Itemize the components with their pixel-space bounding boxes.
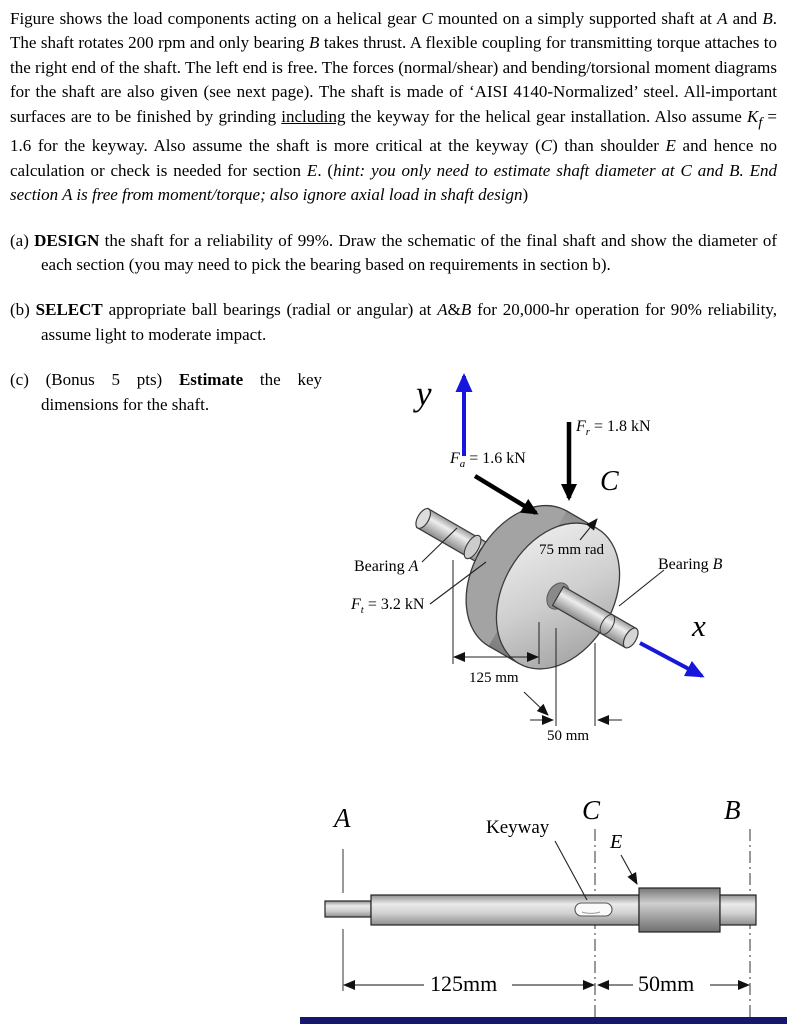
gear-load-figure bbox=[318, 356, 730, 758]
shoulder-e-arrow bbox=[621, 855, 637, 884]
keyway-slot bbox=[575, 903, 612, 916]
shaft-left-stub bbox=[325, 901, 371, 917]
gear-radius-label: 75 mm rad bbox=[539, 542, 604, 558]
section-e-label: E bbox=[610, 831, 623, 853]
keyway-leader-line bbox=[555, 841, 587, 900]
force-fa-arrow bbox=[475, 476, 536, 513]
part-c-text: (c) (Bonus 5 pts) Estimate the key dimensions for the shaft. bbox=[10, 370, 322, 414]
shaft-right-end bbox=[720, 895, 756, 925]
section-b-label: B bbox=[724, 795, 741, 825]
shaft-gear-seat bbox=[639, 888, 720, 932]
dim-50mm-label: 50 mm bbox=[547, 728, 590, 744]
schematic-dim-125mm-label: 125mm bbox=[430, 971, 498, 996]
section-a-label: A bbox=[334, 803, 351, 833]
force-fr-label: $F_r = 1.8$ kN bbox=[576, 418, 651, 439]
point-c-label: C bbox=[600, 466, 619, 497]
part-a-text: (a) DESIGN the shaft for a reliability of 99%. Draw the schematic of the final shaft and show the diameter of each section (you may need to pick the bearing based on requirements in section b). bbox=[10, 230, 777, 275]
y-axis-label: y bbox=[416, 374, 432, 413]
page-bottom-band bbox=[300, 1017, 787, 1024]
dim-125mm-label: 125 mm bbox=[469, 670, 519, 686]
force-ft-label: $F_t = 3.2$ kN bbox=[351, 596, 425, 617]
keyway-label: Keyway bbox=[486, 817, 550, 838]
force-fa-label: $F_a = 1.6$ kN bbox=[450, 450, 526, 471]
bearing-b-label: Bearing B bbox=[658, 556, 723, 573]
section-c-label: C bbox=[582, 795, 601, 825]
shaft-schematic-figure bbox=[308, 793, 780, 1025]
dim50-leader-arrow bbox=[524, 692, 548, 715]
part-b-text: (b) SELECT appropriate ball bearings (radial or angular) at A&B for 20,000-hr operation for 90% reliability, assume light to moderate impact. bbox=[10, 300, 777, 344]
helical-gear bbox=[441, 483, 645, 691]
x-axis-arrow bbox=[640, 643, 702, 676]
problem-statement: Figure shows the load components acting on a helical gear C mounted on a simply supported shaft at A and B. The shaft rotates 200 rpm and only bearing B takes thrust. A flexible coupling for transmitting torque attaches to the right end of the shaft. The left end is free. The forces (normal/shear) and bending/torsional moment diagrams for the shaft are also given (see next page). The shaft is made of ‘AISI 4140-Normalized’ steel. All-important surfaces are to be finished by grinding including the keyway for the helical gear installation. Also assume $K_f = 1.6$ for the keyway. Also assume the shaft is more critical at the keyway (C) than shoulder E and hence no calculation or check is needed for section E. (hint: you only need to estimate shaft diameter at C and B. End section A is free from moment/torque; also ignore axial load in shaft design) bbox=[10, 9, 778, 205]
schematic-dim-50mm-label: 50mm bbox=[638, 971, 695, 996]
bearing-a-label: Bearing A bbox=[354, 558, 419, 575]
x-axis-label: x bbox=[692, 608, 706, 643]
bearing-b-leader-line bbox=[619, 570, 664, 606]
